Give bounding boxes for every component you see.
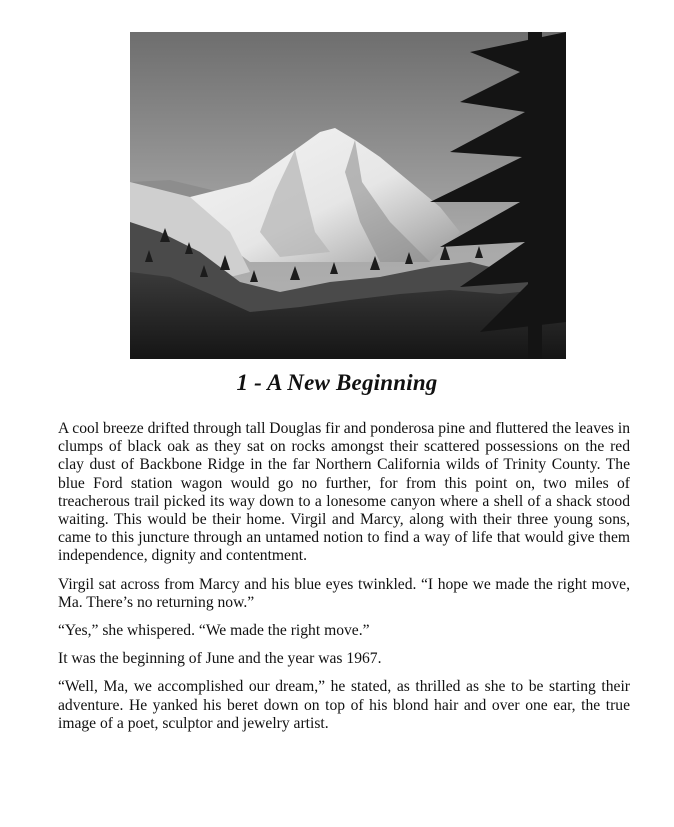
mountain-photo — [130, 32, 566, 359]
chapter-body — [58, 420, 630, 743]
paragraph: “Yes,” she whispered. “We made the right move.” — [58, 622, 370, 640]
paragraph: A cool breeze drifted through tall Douglas fir and ponderosa pine and fluttered the leaves in clumps of black oak as they sat on rocks amongst their scattered possessions on the red clay dust of Backbone Ridge in the far Northern California wilds of Trinity County. The blue Ford station wagon would go no further, for from this point on, two miles of treacherous trail picked its way down to a lonesome canyon where a shell of a shack stood waiting. This would be their home. Virgil and Marcy, along with their three young sons, came to this juncture through an untamed notion to find a way of life that would give them independence, dignity and contentment. — [58, 420, 631, 565]
paragraph: Virgil sat across from Marcy and his blue eyes twinkled. “I hope we made the right move, Ma. There’s no returning now.” — [58, 575, 630, 611]
paragraph: “Well, Ma, we accomplished our dream,” he stated, as thrilled as she to be starting their adventure. He yanked his beret down on top of his blond hair and over one ear, the true image of a poet, sculptor and jewelry artist. — [58, 678, 630, 732]
paragraph: It was the beginning of June and the year was 1967. — [58, 650, 382, 668]
mountain-illustration — [130, 32, 566, 359]
chapter-title: 1 - A New Beginning — [236, 370, 438, 395]
